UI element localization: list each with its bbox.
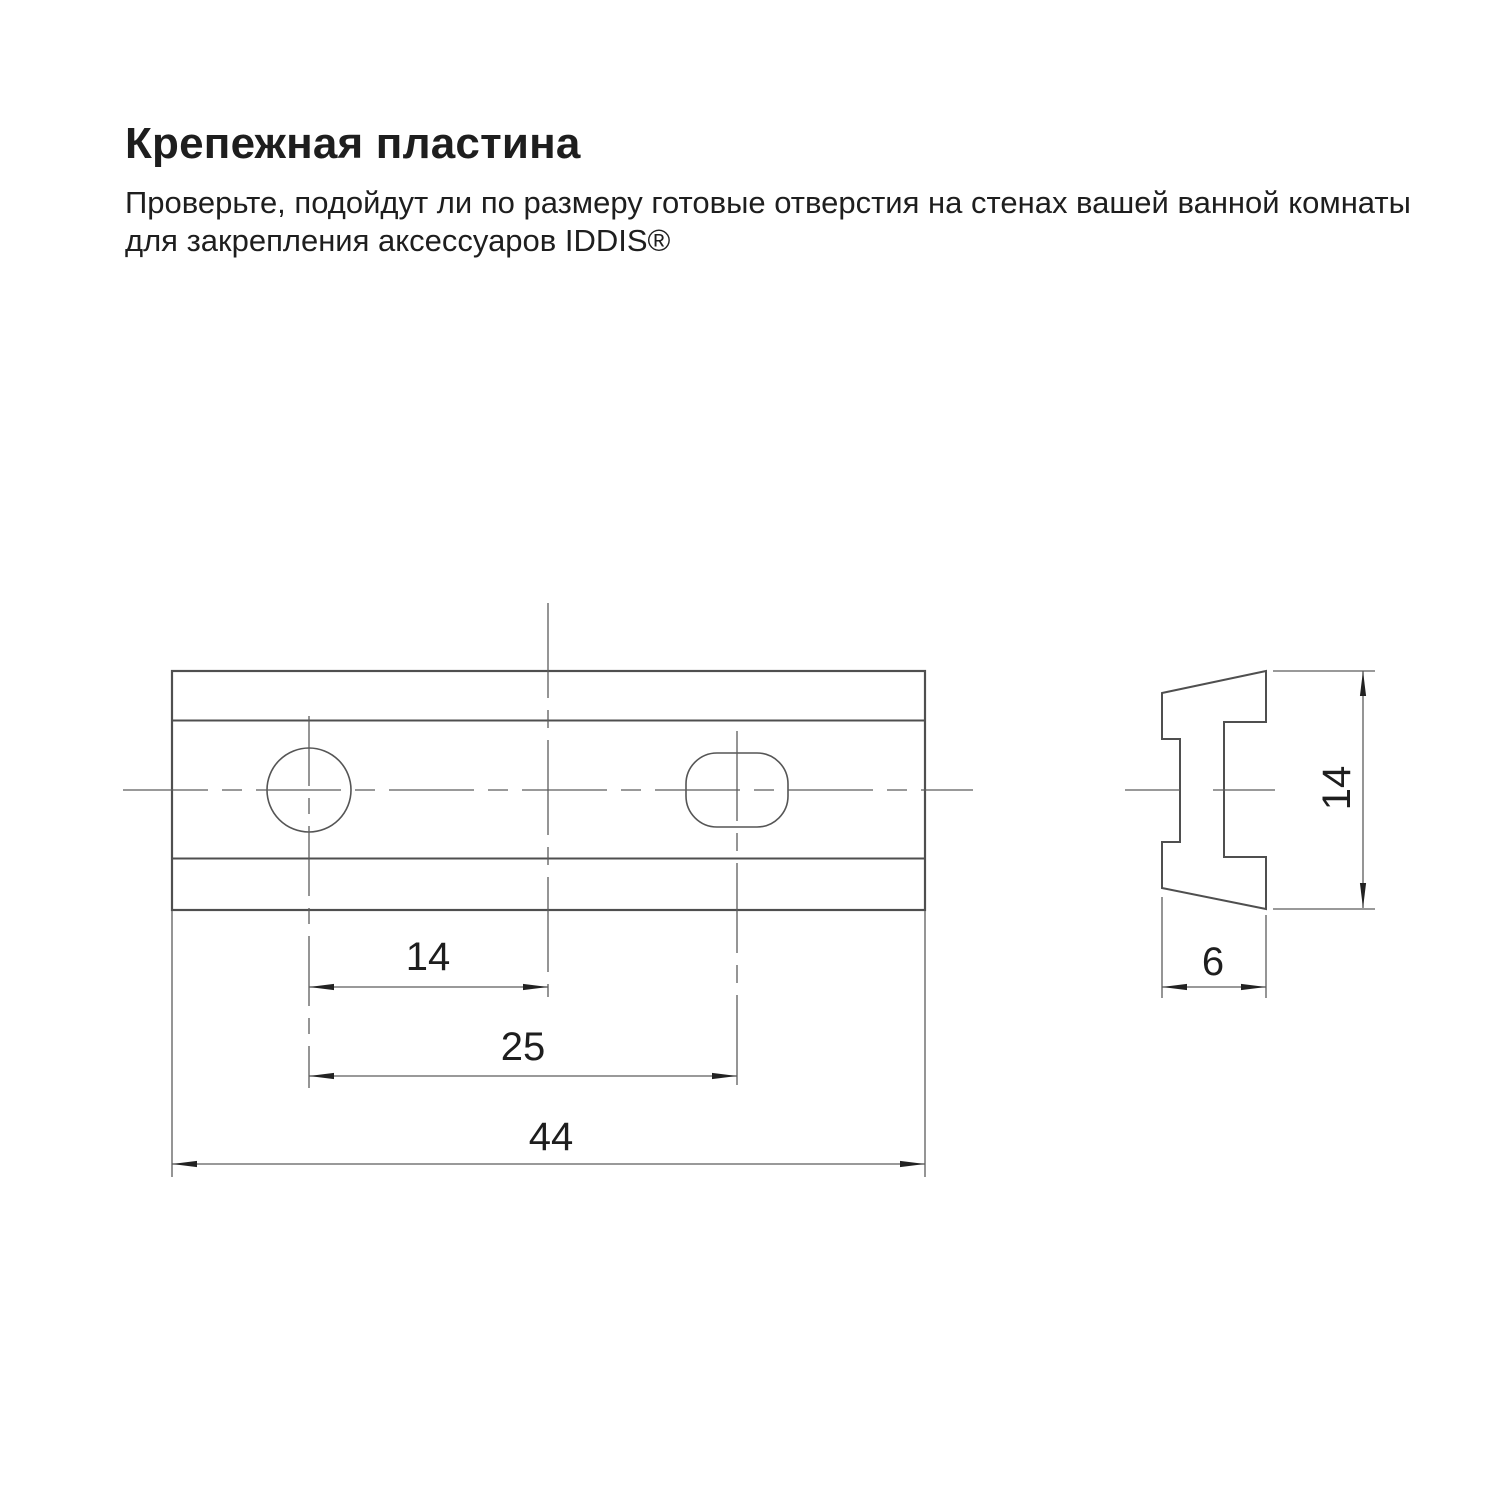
- dim-label-height: 14: [1315, 765, 1359, 811]
- dim-label-thickness: 6: [1201, 940, 1225, 984]
- dim-label-total-length: 44: [528, 1115, 574, 1159]
- dim-label-hole-spacing: 25: [500, 1025, 546, 1069]
- subtitle-line-1: Проверьте, подойдут ли по размеру готовые отверстия на стенах вашей ванной комнаты: [125, 185, 1411, 220]
- page-title: Крепежная пластина: [125, 119, 581, 168]
- dim-label-hole-to-center: 14: [405, 935, 451, 979]
- side-view: [1125, 671, 1375, 998]
- subtitle-line-2: для закрепления аксессуаров IDDIS®: [125, 223, 671, 258]
- front-view: [123, 603, 973, 1177]
